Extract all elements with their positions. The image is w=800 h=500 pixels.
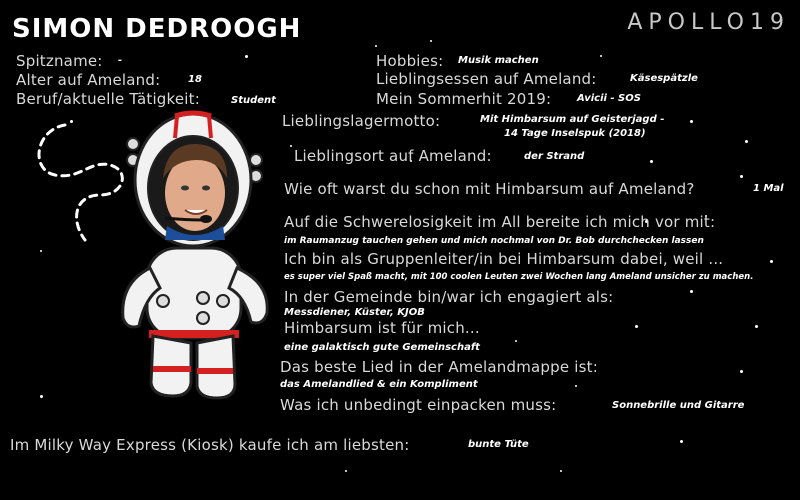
value-lieblingsort: der Strand <box>524 151 585 162</box>
value-lagermotto-line2: 14 Tage Inselspuk (2018) <box>504 128 646 139</box>
label-lieblingsort: Lieblingsort auf Ameland: <box>294 147 492 165</box>
label-alter: Alter auf Ameland: <box>16 71 161 89</box>
label-lieblingsessen: Lieblingsessen auf Ameland: <box>376 70 597 88</box>
label-beruf: Beruf/aktuelle Tätigkeit: <box>16 90 201 108</box>
value-lied: das Amelandlied & ein Kompliment <box>280 379 478 390</box>
value-alter: 18 <box>188 74 202 85</box>
value-wie-oft: 1 Mal <box>753 183 784 194</box>
label-gruppenleiter: Ich bin als Gruppenleiter/in bei Himbarsum dabei, weil ... <box>284 250 724 268</box>
value-gruppenleiter: es super viel Spaß macht, mit 100 coolen Leuten zwei Wochen lang Ameland unsicher zu machen. <box>284 272 754 282</box>
value-kiosk: bunte Tüte <box>468 439 529 450</box>
value-schwerelosigkeit: im Raumanzug tauchen gehen und mich nochmal von Dr. Bob durchchecken lassen <box>284 236 704 246</box>
astronaut-icon <box>105 108 280 408</box>
value-beruf: Student <box>231 95 276 106</box>
label-wie-oft: Wie oft warst du schon mit Himbarsum auf Ameland? <box>284 180 695 198</box>
label-einpacken: Was ich unbedingt einpacken muss: <box>280 396 557 414</box>
value-gemeinde: Messdiener, Küster, KJOB <box>284 307 425 318</box>
value-hobbies: Musik machen <box>458 55 539 66</box>
label-kiosk: Im Milky Way Express (Kiosk) kaufe ich am liebsten: <box>10 436 410 454</box>
label-hobbies: Hobbies: <box>376 52 444 70</box>
page-title: SIMON DEDROOGH <box>12 14 302 44</box>
value-sommerhit: Avicii - SOS <box>577 93 641 104</box>
label-sommerhit: Mein Sommerhit 2019: <box>376 90 552 108</box>
label-lagermotto: Lieblingslagermotto: <box>282 112 441 130</box>
value-spitzname: - <box>118 55 123 66</box>
label-lied: Das beste Lied in der Amelandmappe ist: <box>280 358 598 376</box>
value-himbarsum: eine galaktisch gute Gemeinschaft <box>284 342 480 353</box>
value-lagermotto-line1: Mit Himbarsum auf Geisterjagd - <box>480 114 665 125</box>
value-einpacken: Sonnebrille und Gitarre <box>612 400 745 411</box>
label-himbarsum: Himbarsum ist für mich... <box>284 319 480 337</box>
label-spitzname: Spitzname: <box>16 52 103 70</box>
label-schwerelosigkeit: Auf die Schwerelosigkeit im All bereite ich mich vor mit: <box>284 213 716 231</box>
brand-logo: APOLLO19 <box>627 10 790 35</box>
label-gemeinde: In der Gemeinde bin/war ich engagiert als: <box>284 288 614 306</box>
value-lieblingsessen: Käsespätzle <box>630 73 698 84</box>
